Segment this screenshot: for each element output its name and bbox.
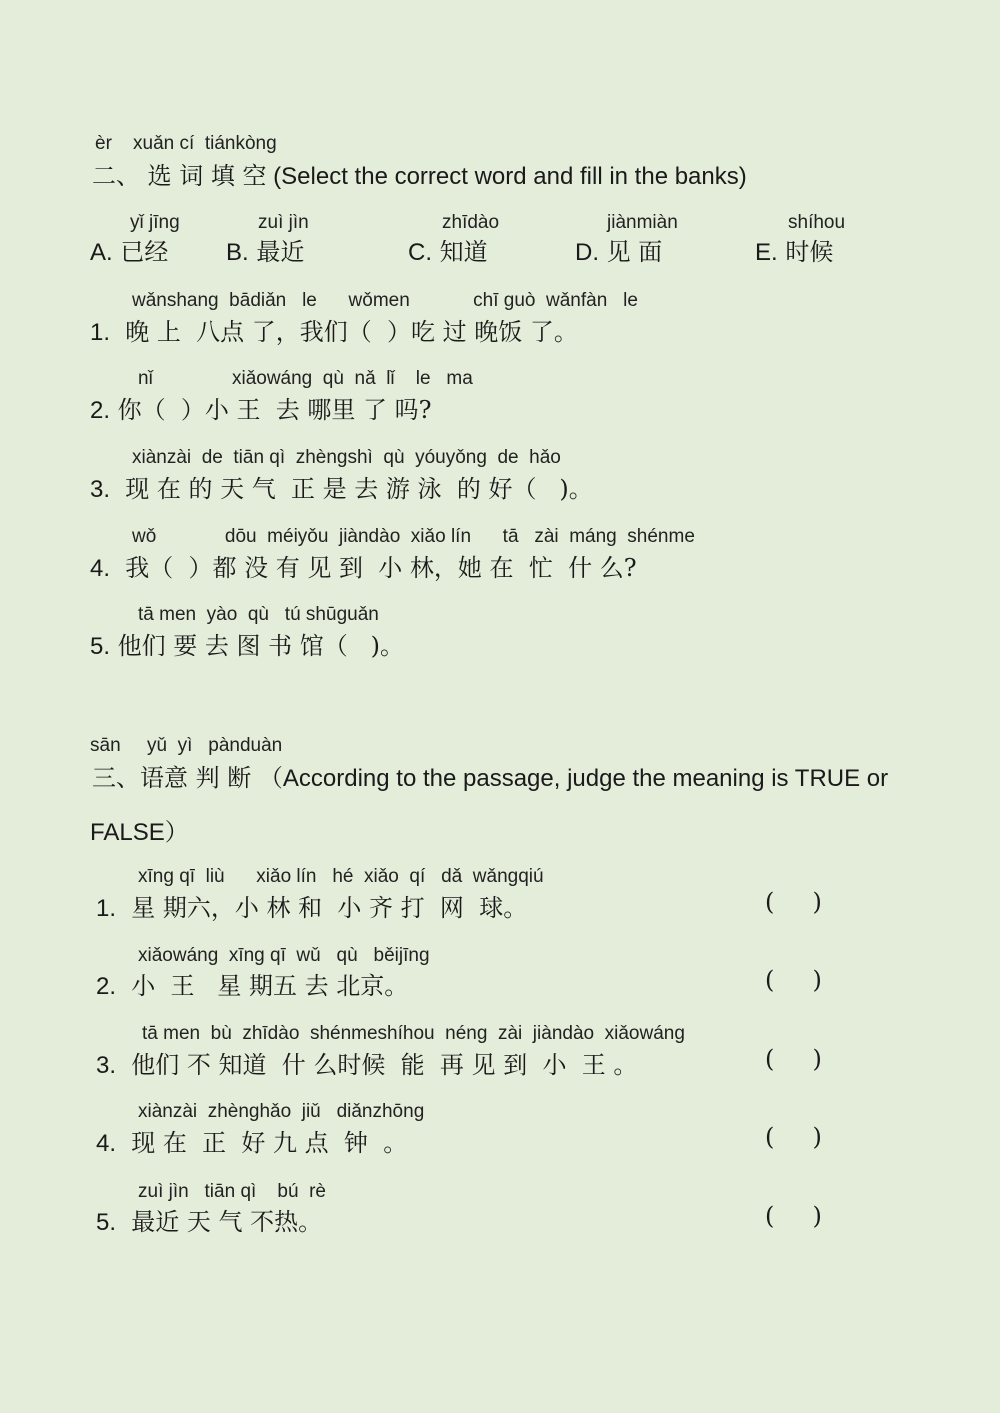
s3-q2-pinyin: xiǎowáng xīng qī wǔ qù běijīng	[138, 945, 430, 966]
option-a-word: 已经	[112, 238, 169, 266]
option-b-word: 最近	[248, 238, 305, 266]
section3-heading	[92, 758, 888, 793]
option-b	[226, 232, 304, 267]
s3-q2-text: 小 王 星 期五 去 北京。	[116, 972, 409, 1000]
s3-q5-num: 5.	[96, 1209, 117, 1236]
s2-q5-num: 5.	[90, 633, 111, 660]
s3-q1-text: 星 期六，小 林 和 小 齐 打 网 球。	[116, 894, 528, 922]
s2-q2-text: 你（ ）小 王 去 哪里 了 吗?	[110, 396, 432, 424]
s3-q4-text: 现 在 正 好 九 点 钟 。	[116, 1129, 408, 1157]
option-a-letter: A.	[90, 239, 113, 266]
option-d-pinyin: jiànmiàn	[607, 212, 678, 233]
s3-q3-answer-blank[interactable]: ( )	[765, 1045, 822, 1073]
s3-q1-pinyin: xīng qī liù xiǎo lín hé xiǎo qí dǎ wǎngqiú	[138, 866, 544, 887]
s2-q3-num: 3.	[90, 476, 111, 503]
s3-q2-num: 2.	[96, 973, 117, 1000]
section3-pinyin: sān yǔ yì pànduàn	[90, 735, 283, 756]
option-d	[575, 232, 662, 267]
section3-heading-line2	[90, 812, 189, 847]
s3-q1	[96, 888, 527, 923]
option-d-letter: D.	[575, 239, 599, 266]
option-a	[90, 232, 168, 267]
s2-q5-pinyin: tā men yào qù tú shūguǎn	[138, 604, 379, 625]
s3-q4	[96, 1123, 407, 1158]
option-d-word: 见 面	[599, 238, 663, 266]
s3-q3-num: 3.	[96, 1052, 117, 1079]
s2-q3-text: 现 在 的 天 气 正 是 去 游 泳 的 好（ )。	[110, 475, 593, 503]
s2-q5	[90, 626, 404, 661]
section2-heading-en: (Select the correct word and fill in the banks)	[266, 163, 747, 190]
s2-q1-pinyin: wǎnshang bādiǎn le wǒmen chī guò wǎnfàn le	[132, 290, 638, 311]
s2-q1-text: 晚 上 八点 了，我们（ ）吃 过 晚饭 了。	[110, 318, 578, 346]
s2-q5-text: 他们 要 去 图 书 馆（ )。	[110, 632, 405, 660]
section2-heading-cn: 二、 选 词 填 空	[92, 162, 267, 190]
option-e-letter: E.	[755, 239, 778, 266]
s3-q4-answer-blank[interactable]: ( )	[765, 1123, 822, 1151]
option-b-letter: B.	[226, 239, 249, 266]
s2-q2-pinyin: nǐ xiǎowáng qù nǎ lǐ le ma	[138, 368, 473, 389]
option-b-pinyin: zuì jìn	[258, 212, 309, 233]
s2-q3-pinyin: xiànzài de tiān qì zhèngshì qù yóuyǒng de hǎo	[132, 447, 561, 468]
option-e-pinyin: shíhou	[788, 212, 846, 233]
s3-q5	[96, 1202, 322, 1237]
s3-q4-pinyin: xiànzài zhènghǎo jiǔ diǎnzhōng	[138, 1101, 425, 1122]
option-c-word: 知道	[432, 238, 488, 266]
s3-q1-answer-blank[interactable]: ( )	[765, 888, 822, 916]
option-e-word: 时候	[777, 238, 834, 266]
section3-heading-en2: FALSE	[90, 819, 165, 846]
s3-q5-text: 最近 天 气 不热。	[116, 1208, 323, 1236]
s3-q2	[96, 966, 408, 1001]
s3-q1-num: 1.	[96, 895, 117, 922]
s3-q5-answer-blank[interactable]: ( )	[765, 1202, 822, 1230]
section3-heading-cn: 三、语意 判 断 （	[92, 764, 283, 792]
option-a-pinyin: yǐ jīng	[130, 212, 180, 233]
s2-q1	[90, 312, 578, 347]
s3-q2-answer-blank[interactable]: ( )	[765, 966, 822, 994]
section3-heading-en: According to the passage, judge the meaning is TRUE or	[282, 765, 889, 792]
s2-q2-num: 2.	[90, 397, 111, 424]
s2-q3	[90, 469, 593, 504]
s3-q3-pinyin: tā men bù zhīdào shénmeshíhou néng zài jiàndào xiǎowáng	[142, 1023, 685, 1044]
section3-heading-close: ）	[164, 818, 189, 846]
s2-q1-num: 1.	[90, 319, 111, 346]
s3-q3	[96, 1045, 637, 1080]
s2-q4-num: 4.	[90, 555, 111, 582]
s2-q4-pinyin: wǒ dōu méiyǒu jiàndào xiǎo lín tā zài máng shénme	[132, 526, 695, 547]
s2-q4	[90, 548, 637, 583]
s2-q4-text: 我（ ）都 没 有 见 到 小 林，她 在 忙 什 么?	[110, 554, 637, 582]
option-c-pinyin: zhīdào	[442, 212, 500, 233]
option-c	[408, 232, 488, 267]
option-c-letter: C.	[408, 239, 432, 266]
s2-q2	[90, 390, 432, 425]
section2-heading	[92, 156, 747, 191]
option-e	[755, 232, 833, 267]
s3-q5-pinyin: zuì jìn tiān qì bú rè	[138, 1181, 326, 1202]
s3-q3-text: 他们 不 知道 什 么时候 能 再 见 到 小 王 。	[116, 1051, 638, 1079]
s3-q4-num: 4.	[96, 1130, 117, 1157]
section2-pinyin: èr xuǎn cí tiánkòng	[95, 133, 277, 154]
